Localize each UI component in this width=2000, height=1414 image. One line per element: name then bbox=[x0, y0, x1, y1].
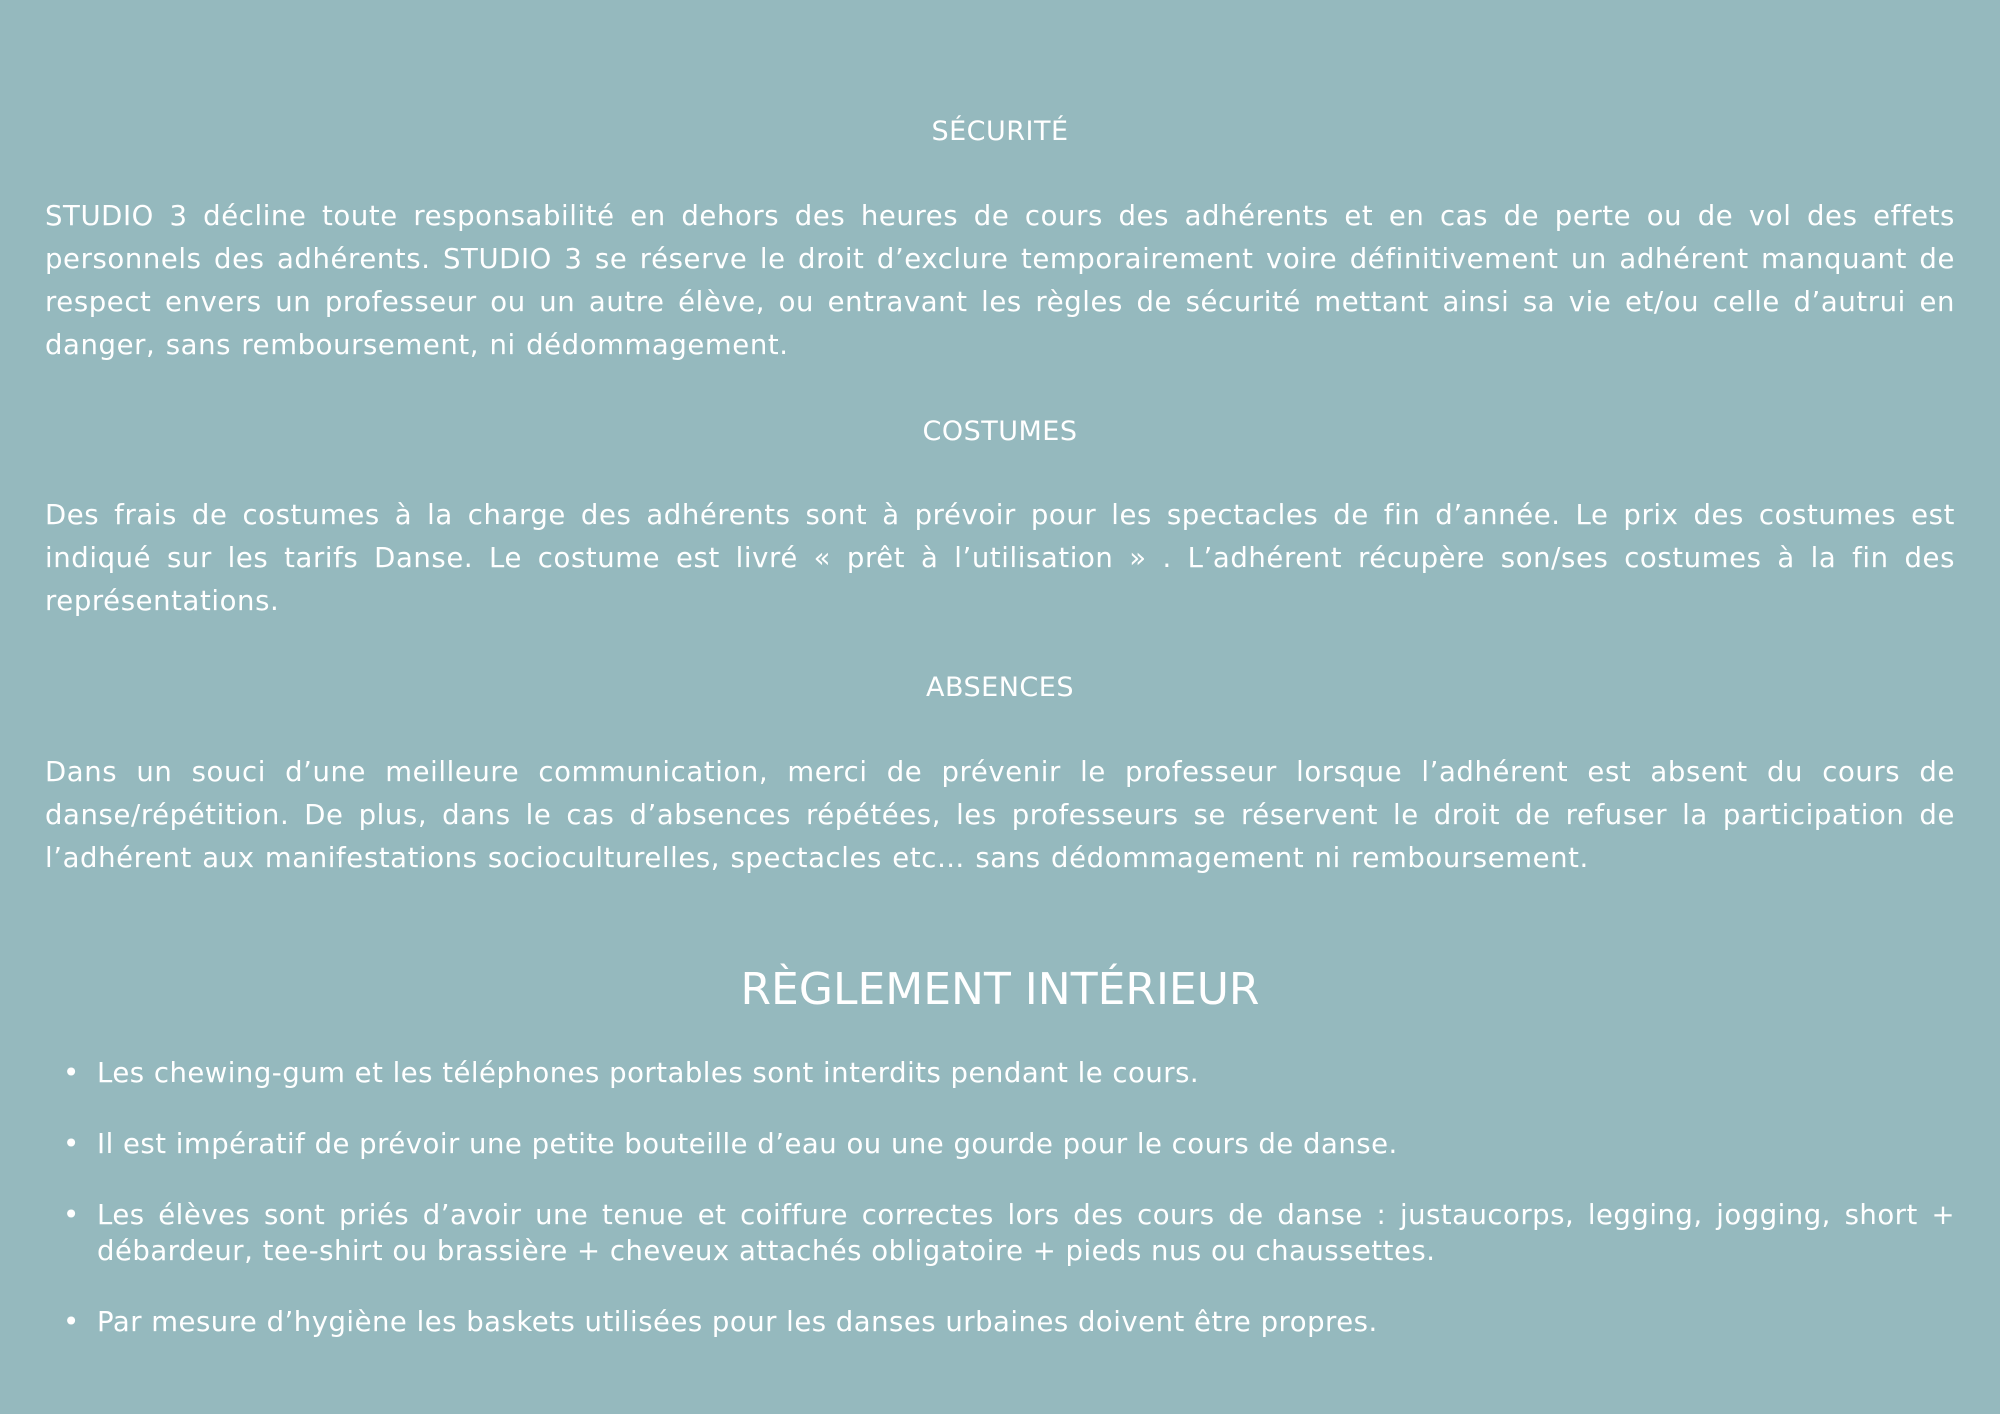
bullet-icon: • bbox=[63, 1128, 80, 1160]
bullet-icon: • bbox=[63, 1057, 80, 1089]
securite-heading: SÉCURITÉ bbox=[931, 116, 1069, 147]
securite-paragraph: STUDIO 3 décline toute responsabilité en dehors des heures de cours des adhérents et en cas de perte ou de vol des effets personnels des adhérents. STUDIO 3 se réserve le droit d’exclure temporairement voire définitivement un adhérent manquant de respect envers un professeur ou un autre élève, ou entravant les règles de sécurité mettant ainsi sa vie et/ou celle d’autrui en danger, sans remboursement, ni dédommagement. bbox=[45, 200, 1955, 361]
costumes-heading: COSTUMES bbox=[922, 416, 1078, 447]
bullet-icon: • bbox=[63, 1306, 80, 1338]
list-item bbox=[45, 1055, 1955, 1091]
list-item-text: Les chewing-gum et les téléphones portables sont interdits pendant le cours. bbox=[97, 1057, 1200, 1089]
list-item bbox=[45, 1126, 1955, 1162]
list-item bbox=[45, 1304, 1955, 1340]
list-item-text: Les élèves sont priés d’avoir une tenue et coiffure correctes lors des cours de danse : justaucorps, legging, jogging, short + débardeur, tee-shirt ou brassière + cheveux attachés obligatoire + pieds nus ou chaussettes. bbox=[97, 1199, 1955, 1267]
bullet-icon: • bbox=[63, 1199, 80, 1231]
reglement-list bbox=[45, 1055, 1955, 1375]
list-item bbox=[45, 1197, 1955, 1269]
absences-heading: ABSENCES bbox=[926, 672, 1074, 703]
reglement-title: RÈGLEMENT INTÉRIEUR bbox=[740, 964, 1260, 1015]
absences-paragraph: Dans un souci d’une meilleure communication, merci de prévenir le professeur lorsque l’adhérent est absent du cours de danse/répétition. De plus, dans le cas d’absences répétées, les professeurs se réservent le droit de refuser la participation de l’adhérent aux manifestations socioculturelles, spectacles etc… sans dédommagement ni remboursement. bbox=[45, 756, 1955, 874]
list-item-text: Il est impératif de prévoir une petite bouteille d’eau ou une gourde pour le cours de danse. bbox=[97, 1128, 1398, 1160]
list-item-text: Par mesure d’hygiène les baskets utilisées pour les danses urbaines doivent être propres. bbox=[97, 1306, 1378, 1338]
costumes-paragraph: Des frais de costumes à la charge des adhérents sont à prévoir pour les spectacles de fin d’année. Le prix des costumes est indiqué sur les tarifs Danse. Le costume est livré « prêt à l’utilisation » . L’adhérent récupère son/ses costumes à la fin des représentations. bbox=[45, 499, 1955, 617]
